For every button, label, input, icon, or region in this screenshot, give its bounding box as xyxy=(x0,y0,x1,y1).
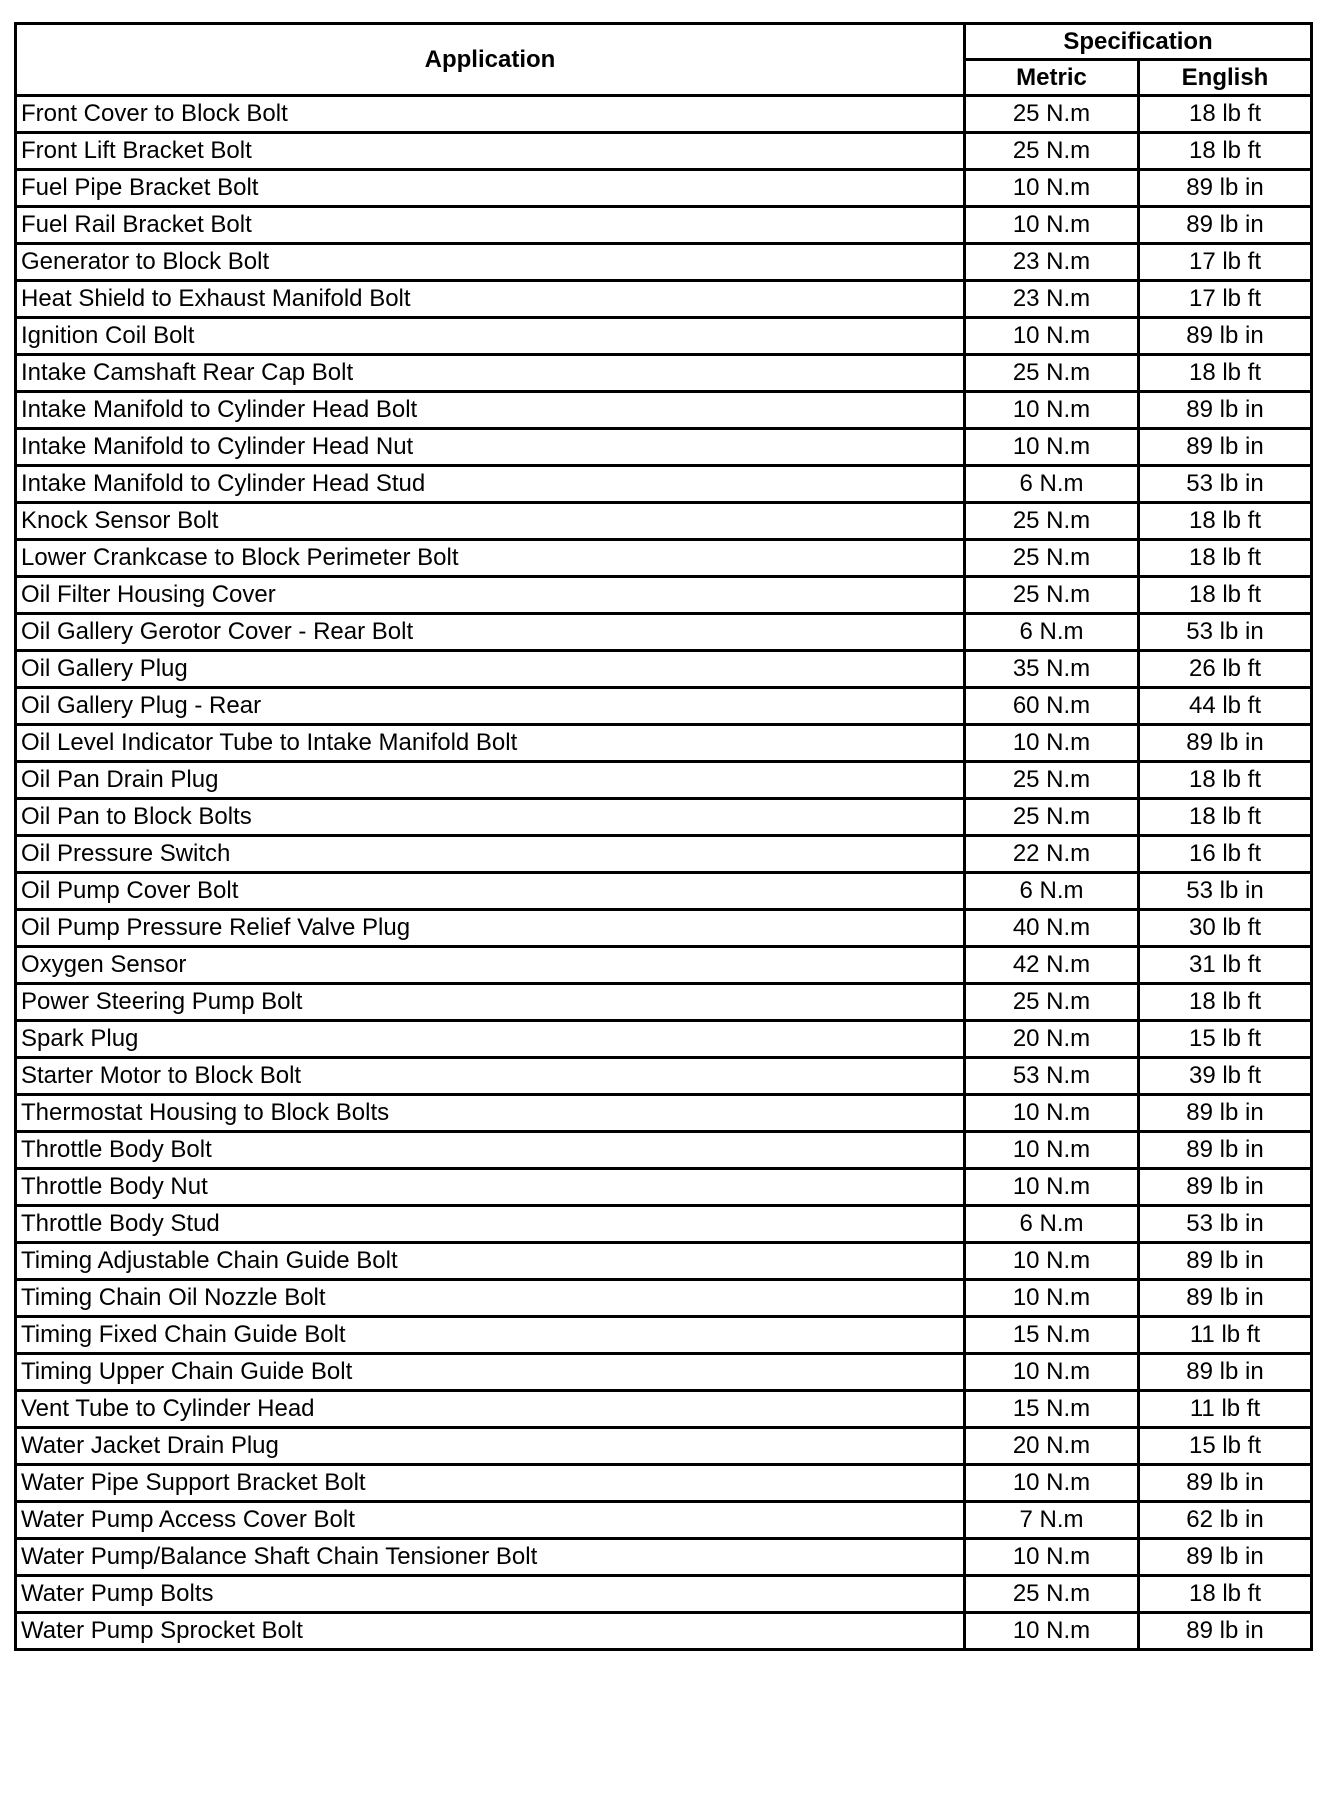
metric-cell: 10 N.m xyxy=(965,392,1139,429)
application-cell: Fuel Pipe Bracket Bolt xyxy=(16,170,965,207)
application-cell: Oil Filter Housing Cover xyxy=(16,577,965,614)
table-row xyxy=(16,1021,1312,1058)
table-row xyxy=(16,762,1312,799)
metric-cell: 25 N.m xyxy=(965,799,1139,836)
application-cell: Vent Tube to Cylinder Head xyxy=(16,1391,965,1428)
application-cell: Water Pump Access Cover Bolt xyxy=(16,1502,965,1539)
application-cell: Oil Gallery Gerotor Cover - Rear Bolt xyxy=(16,614,965,651)
application-cell: Starter Motor to Block Bolt xyxy=(16,1058,965,1095)
english-cell: 89 lb in xyxy=(1139,1280,1312,1317)
table-row xyxy=(16,429,1312,466)
metric-cell: 10 N.m xyxy=(965,1465,1139,1502)
table-row xyxy=(16,725,1312,762)
metric-cell: 53 N.m xyxy=(965,1058,1139,1095)
application-cell: Oil Pump Pressure Relief Valve Plug xyxy=(16,910,965,947)
metric-cell: 25 N.m xyxy=(965,577,1139,614)
table-row xyxy=(16,910,1312,947)
metric-cell: 25 N.m xyxy=(965,503,1139,540)
metric-cell: 6 N.m xyxy=(965,873,1139,910)
application-cell: Generator to Block Bolt xyxy=(16,244,965,281)
english-cell: 18 lb ft xyxy=(1139,503,1312,540)
english-cell: 11 lb ft xyxy=(1139,1391,1312,1428)
table-row xyxy=(16,799,1312,836)
english-cell: 18 lb ft xyxy=(1139,1576,1312,1613)
english-cell: 18 lb ft xyxy=(1139,96,1312,133)
english-cell: 18 lb ft xyxy=(1139,762,1312,799)
metric-cell: 20 N.m xyxy=(965,1428,1139,1465)
english-cell: 89 lb in xyxy=(1139,318,1312,355)
metric-cell: 10 N.m xyxy=(965,207,1139,244)
application-cell: Intake Camshaft Rear Cap Bolt xyxy=(16,355,965,392)
english-cell: 89 lb in xyxy=(1139,1169,1312,1206)
table-row xyxy=(16,1502,1312,1539)
english-cell: 39 lb ft xyxy=(1139,1058,1312,1095)
english-cell: 18 lb ft xyxy=(1139,577,1312,614)
metric-cell: 23 N.m xyxy=(965,281,1139,318)
application-cell: Throttle Body Bolt xyxy=(16,1132,965,1169)
table-row xyxy=(16,96,1312,133)
metric-cell: 15 N.m xyxy=(965,1317,1139,1354)
table-row xyxy=(16,614,1312,651)
table-row xyxy=(16,1428,1312,1465)
english-cell: 89 lb in xyxy=(1139,1132,1312,1169)
metric-cell: 6 N.m xyxy=(965,614,1139,651)
english-cell: 89 lb in xyxy=(1139,1539,1312,1576)
metric-cell: 25 N.m xyxy=(965,355,1139,392)
english-cell: 18 lb ft xyxy=(1139,799,1312,836)
application-cell: Oil Gallery Plug xyxy=(16,651,965,688)
application-cell: Oxygen Sensor xyxy=(16,947,965,984)
application-cell: Water Pump/Balance Shaft Chain Tensioner Bolt xyxy=(16,1539,965,1576)
english-cell: 26 lb ft xyxy=(1139,651,1312,688)
table-row xyxy=(16,503,1312,540)
table-row xyxy=(16,688,1312,725)
application-cell: Timing Chain Oil Nozzle Bolt xyxy=(16,1280,965,1317)
application-cell: Timing Upper Chain Guide Bolt xyxy=(16,1354,965,1391)
table-row xyxy=(16,1132,1312,1169)
application-cell: Intake Manifold to Cylinder Head Nut xyxy=(16,429,965,466)
table-row xyxy=(16,1317,1312,1354)
application-cell: Water Pump Sprocket Bolt xyxy=(16,1613,965,1650)
application-cell: Throttle Body Stud xyxy=(16,1206,965,1243)
english-cell: 31 lb ft xyxy=(1139,947,1312,984)
application-cell: Oil Pressure Switch xyxy=(16,836,965,873)
metric-cell: 40 N.m xyxy=(965,910,1139,947)
metric-cell: 6 N.m xyxy=(965,466,1139,503)
english-cell: 53 lb in xyxy=(1139,614,1312,651)
table-row xyxy=(16,984,1312,1021)
table-body xyxy=(16,96,1312,1650)
table-row xyxy=(16,392,1312,429)
metric-cell: 10 N.m xyxy=(965,1243,1139,1280)
english-cell: 17 lb ft xyxy=(1139,244,1312,281)
english-cell: 17 lb ft xyxy=(1139,281,1312,318)
table-row xyxy=(16,1391,1312,1428)
table-row xyxy=(16,355,1312,392)
metric-cell: 25 N.m xyxy=(965,762,1139,799)
english-cell: 89 lb in xyxy=(1139,207,1312,244)
table-row xyxy=(16,207,1312,244)
application-cell: Water Pump Bolts xyxy=(16,1576,965,1613)
english-cell: 15 lb ft xyxy=(1139,1021,1312,1058)
english-cell: 89 lb in xyxy=(1139,429,1312,466)
metric-cell: 10 N.m xyxy=(965,1354,1139,1391)
english-cell: 53 lb in xyxy=(1139,873,1312,910)
header-metric: Metric xyxy=(965,60,1139,96)
table-row xyxy=(16,1280,1312,1317)
english-cell: 89 lb in xyxy=(1139,392,1312,429)
application-cell: Throttle Body Nut xyxy=(16,1169,965,1206)
table-row xyxy=(16,1613,1312,1650)
metric-cell: 10 N.m xyxy=(965,1169,1139,1206)
metric-cell: 7 N.m xyxy=(965,1502,1139,1539)
english-cell: 53 lb in xyxy=(1139,466,1312,503)
table-row xyxy=(16,1354,1312,1391)
metric-cell: 25 N.m xyxy=(965,540,1139,577)
header-row-top xyxy=(16,24,1312,60)
table-row xyxy=(16,466,1312,503)
english-cell: 62 lb in xyxy=(1139,1502,1312,1539)
table-row xyxy=(16,170,1312,207)
torque-spec-table xyxy=(14,22,1313,1651)
application-cell: Front Lift Bracket Bolt xyxy=(16,133,965,170)
application-cell: Oil Gallery Plug - Rear xyxy=(16,688,965,725)
table-row xyxy=(16,577,1312,614)
english-cell: 16 lb ft xyxy=(1139,836,1312,873)
english-cell: 53 lb in xyxy=(1139,1206,1312,1243)
table-row xyxy=(16,651,1312,688)
metric-cell: 25 N.m xyxy=(965,984,1139,1021)
application-cell: Power Steering Pump Bolt xyxy=(16,984,965,1021)
english-cell: 89 lb in xyxy=(1139,1243,1312,1280)
application-cell: Knock Sensor Bolt xyxy=(16,503,965,540)
table-row xyxy=(16,318,1312,355)
english-cell: 89 lb in xyxy=(1139,1465,1312,1502)
table-row xyxy=(16,1465,1312,1502)
metric-cell: 10 N.m xyxy=(965,1095,1139,1132)
table-row xyxy=(16,133,1312,170)
table-row xyxy=(16,540,1312,577)
table-row xyxy=(16,1576,1312,1613)
table-row xyxy=(16,1169,1312,1206)
header-english: English xyxy=(1139,60,1312,96)
metric-cell: 22 N.m xyxy=(965,836,1139,873)
application-cell: Front Cover to Block Bolt xyxy=(16,96,965,133)
english-cell: 30 lb ft xyxy=(1139,910,1312,947)
table-row xyxy=(16,244,1312,281)
table-row xyxy=(16,1243,1312,1280)
english-cell: 89 lb in xyxy=(1139,725,1312,762)
metric-cell: 25 N.m xyxy=(965,1576,1139,1613)
metric-cell: 10 N.m xyxy=(965,725,1139,762)
english-cell: 18 lb ft xyxy=(1139,133,1312,170)
metric-cell: 60 N.m xyxy=(965,688,1139,725)
english-cell: 89 lb in xyxy=(1139,1095,1312,1132)
english-cell: 44 lb ft xyxy=(1139,688,1312,725)
application-cell: Oil Level Indicator Tube to Intake Manifold Bolt xyxy=(16,725,965,762)
table-row xyxy=(16,1058,1312,1095)
metric-cell: 15 N.m xyxy=(965,1391,1139,1428)
english-cell: 18 lb ft xyxy=(1139,984,1312,1021)
metric-cell: 25 N.m xyxy=(965,133,1139,170)
metric-cell: 6 N.m xyxy=(965,1206,1139,1243)
english-cell: 89 lb in xyxy=(1139,1354,1312,1391)
metric-cell: 10 N.m xyxy=(965,429,1139,466)
metric-cell: 10 N.m xyxy=(965,1539,1139,1576)
application-cell: Water Pipe Support Bracket Bolt xyxy=(16,1465,965,1502)
application-cell: Oil Pan Drain Plug xyxy=(16,762,965,799)
table-header xyxy=(16,24,1312,96)
english-cell: 11 lb ft xyxy=(1139,1317,1312,1354)
table-row xyxy=(16,281,1312,318)
application-cell: Spark Plug xyxy=(16,1021,965,1058)
english-cell: 15 lb ft xyxy=(1139,1428,1312,1465)
metric-cell: 20 N.m xyxy=(965,1021,1139,1058)
table-row xyxy=(16,947,1312,984)
application-cell: Thermostat Housing to Block Bolts xyxy=(16,1095,965,1132)
application-cell: Water Jacket Drain Plug xyxy=(16,1428,965,1465)
application-cell: Heat Shield to Exhaust Manifold Bolt xyxy=(16,281,965,318)
application-cell: Intake Manifold to Cylinder Head Stud xyxy=(16,466,965,503)
header-application: Application xyxy=(16,24,965,96)
application-cell: Timing Adjustable Chain Guide Bolt xyxy=(16,1243,965,1280)
header-specification: Specification xyxy=(965,24,1312,60)
application-cell: Oil Pump Cover Bolt xyxy=(16,873,965,910)
metric-cell: 23 N.m xyxy=(965,244,1139,281)
metric-cell: 10 N.m xyxy=(965,1132,1139,1169)
metric-cell: 10 N.m xyxy=(965,170,1139,207)
application-cell: Ignition Coil Bolt xyxy=(16,318,965,355)
metric-cell: 10 N.m xyxy=(965,318,1139,355)
metric-cell: 35 N.m xyxy=(965,651,1139,688)
application-cell: Lower Crankcase to Block Perimeter Bolt xyxy=(16,540,965,577)
english-cell: 18 lb ft xyxy=(1139,355,1312,392)
metric-cell: 42 N.m xyxy=(965,947,1139,984)
english-cell: 89 lb in xyxy=(1139,1613,1312,1650)
metric-cell: 10 N.m xyxy=(965,1280,1139,1317)
application-cell: Timing Fixed Chain Guide Bolt xyxy=(16,1317,965,1354)
table-row xyxy=(16,1539,1312,1576)
english-cell: 18 lb ft xyxy=(1139,540,1312,577)
english-cell: 89 lb in xyxy=(1139,170,1312,207)
application-cell: Intake Manifold to Cylinder Head Bolt xyxy=(16,392,965,429)
table-row xyxy=(16,1095,1312,1132)
metric-cell: 25 N.m xyxy=(965,96,1139,133)
metric-cell: 10 N.m xyxy=(965,1613,1139,1650)
table-row xyxy=(16,873,1312,910)
table-row xyxy=(16,836,1312,873)
application-cell: Fuel Rail Bracket Bolt xyxy=(16,207,965,244)
table-row xyxy=(16,1206,1312,1243)
application-cell: Oil Pan to Block Bolts xyxy=(16,799,965,836)
